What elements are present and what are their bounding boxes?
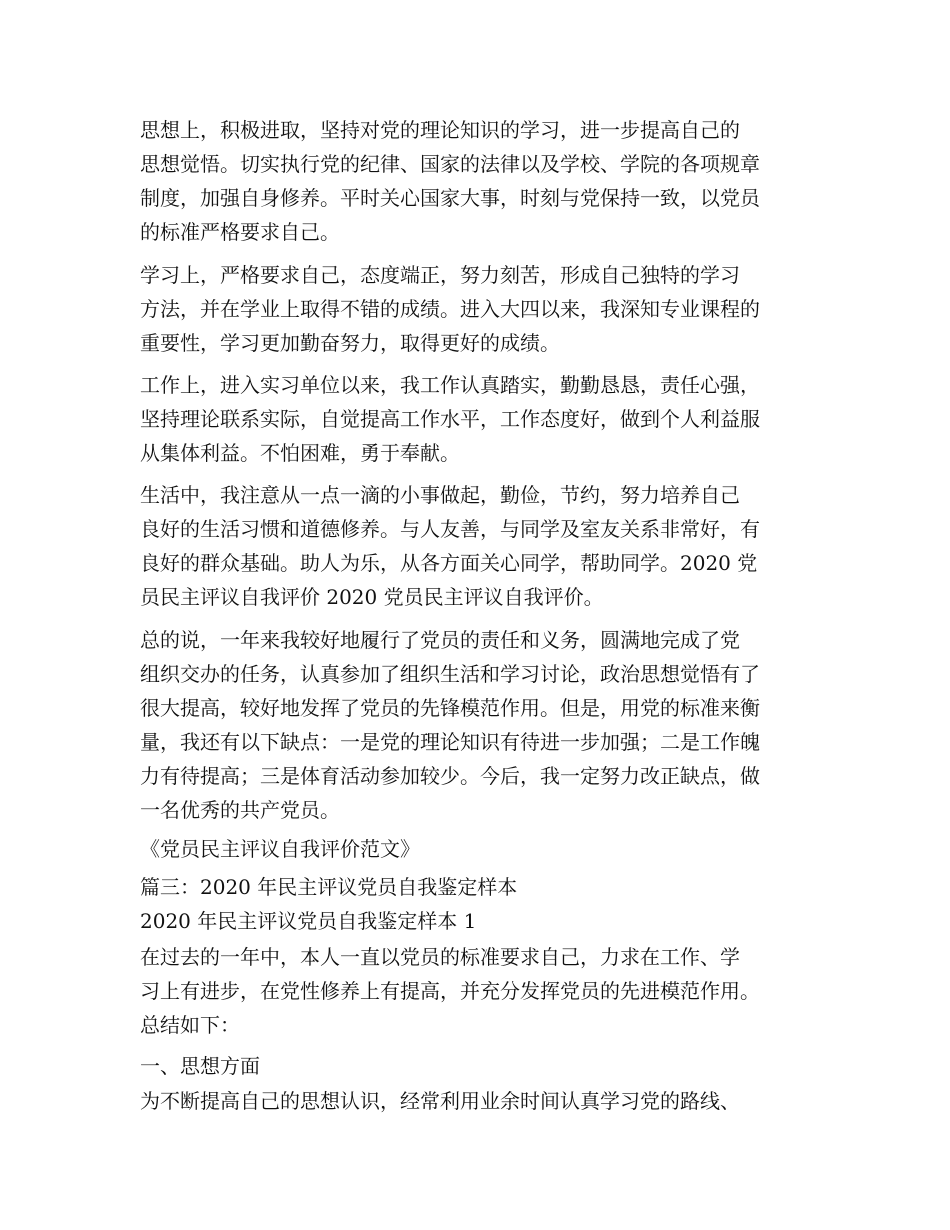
text-line: 量，我还有以下缺点：一是党的理论知识有待进一步加强；二是工作魄	[140, 730, 760, 754]
text-line: 习上有进步，在党性修养上有提高，并充分发挥党员的先进模范作用。	[140, 979, 760, 1003]
text-line: 很大提高，较好地发挥了党员的先锋模范作用。但是，用党的标准来衡	[140, 696, 760, 720]
text-line: 生活中，我注意从一点一滴的小事做起，勤俭，节约，努力培养自己	[140, 483, 740, 507]
text-line: 制度，加强自身修养。平时关心国家大事，时刻与党保持一致，以党员	[140, 186, 760, 210]
section-heading: 一、思想方面	[140, 1054, 260, 1078]
text-line: 工作上，进入实习单位以来，我工作认真踏实，勤勤恳恳，责任心强，	[140, 373, 760, 397]
text-line: 为不断提高自己的思想认识，经常利用业余时间认真学习党的路线、	[140, 1089, 740, 1113]
text-line: 方法，并在学业上取得不错的成绩。进入大四以来，我深知专业课程的	[140, 297, 760, 321]
text-line: 重要性，学习更加勤奋努力，取得更好的成绩。	[140, 331, 560, 355]
text-line: 思想上，积极进取，坚持对党的理论知识的学习，进一步提高自己的	[140, 118, 740, 142]
text-line: 学习上，严格要求自己，态度端正，努力刻苦，形成自己独特的学习	[140, 263, 740, 287]
text-line: 员民主评议自我评价 2020 党员民主评议自我评价。	[140, 585, 604, 609]
text-line: 思想觉悟。切实执行党的纪律、国家的法律以及学校、学院的各项规章	[140, 152, 760, 176]
text-line: 坚持理论联系实际，自觉提高工作水平，工作态度好，做到个人利益服	[140, 407, 760, 431]
text-line: 良好的群众基础。助人为乐，从各方面关心同学，帮助同学。2020 党	[140, 551, 758, 575]
text-line: 在过去的一年中，本人一直以党员的标准要求自己，力求在工作、学	[140, 945, 740, 969]
section-heading: 篇三：2020 年民主评议党员自我鉴定样本	[140, 875, 518, 899]
text-line: 总结如下：	[140, 1013, 240, 1037]
sub-heading: 2020 年民主评议党员自我鉴定样本 1	[140, 909, 477, 933]
text-line: 一名优秀的共产党员。	[140, 798, 340, 822]
text-line: 总的说，一年来我较好地履行了党员的责任和义务，圆满地完成了党	[140, 628, 740, 652]
text-line: 《党员民主评议自我评价范文》	[140, 837, 420, 861]
text-line: 从集体利益。不怕困难，勇于奉献。	[140, 441, 460, 465]
text-line: 良好的生活习惯和道德修养。与人友善，与同学及室友关系非常好，有	[140, 517, 760, 541]
text-line: 组织交办的任务，认真参加了组织生活和学习讨论，政治思想觉悟有了	[140, 662, 760, 686]
text-line: 的标准严格要求自己。	[140, 220, 340, 244]
text-line: 力有待提高；三是体育活动参加较少。今后，我一定努力改正缺点，做	[140, 764, 760, 788]
